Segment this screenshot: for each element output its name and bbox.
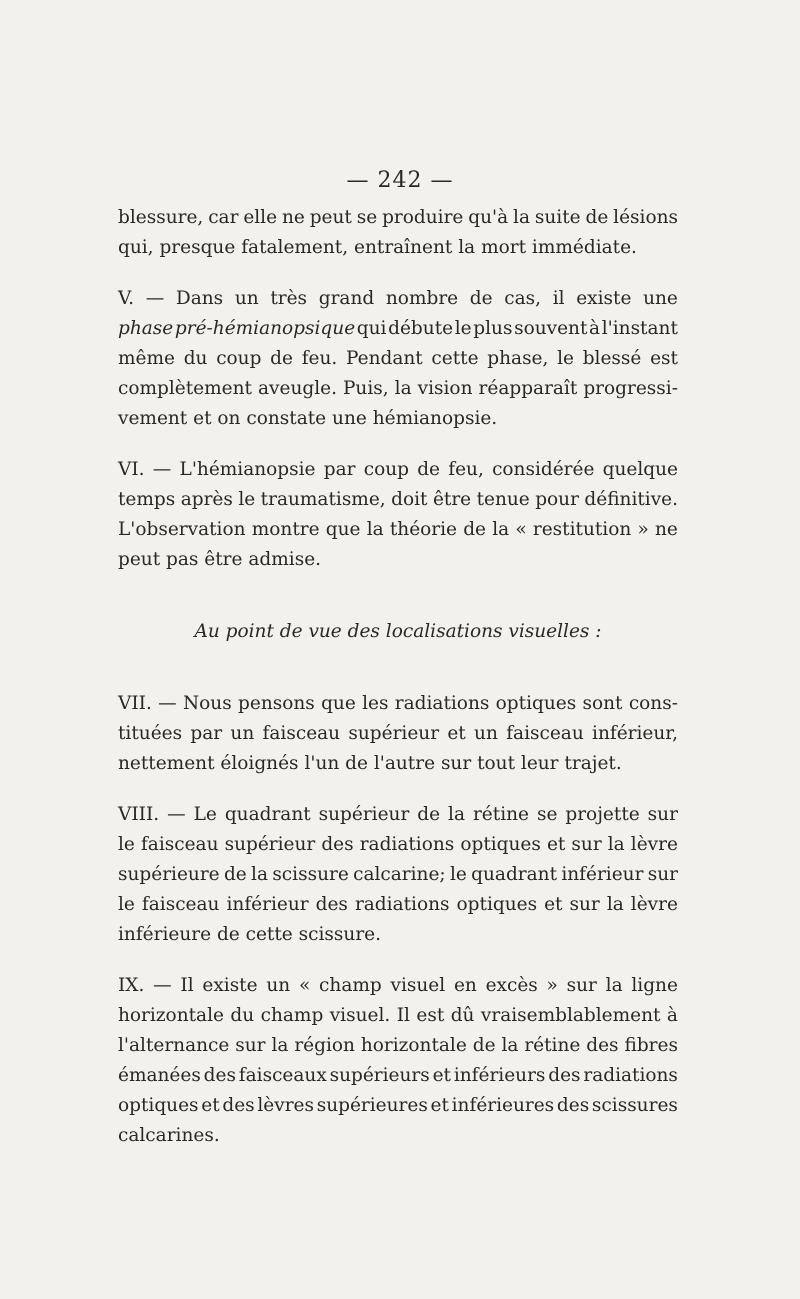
word: quelque xyxy=(602,459,678,480)
word: hémianopsie. xyxy=(372,408,498,429)
word: un xyxy=(234,288,259,309)
text-line xyxy=(118,749,678,779)
word: et xyxy=(544,894,563,915)
word: cas, xyxy=(504,288,542,309)
word: optiques xyxy=(456,894,538,915)
word: dû xyxy=(450,1005,475,1026)
word: sur xyxy=(440,753,472,774)
word: inférieurs xyxy=(453,1065,546,1086)
word: phase, xyxy=(487,348,549,369)
text-line xyxy=(118,545,678,575)
word: des xyxy=(315,894,348,915)
word: la xyxy=(607,834,625,855)
word: la xyxy=(458,237,476,258)
word: souvent xyxy=(514,318,588,339)
word: supérieur xyxy=(318,804,410,825)
word: sur xyxy=(235,1035,266,1056)
word: L'hémianopsie xyxy=(179,459,316,480)
word: la xyxy=(605,975,623,996)
word: l'autre xyxy=(373,753,436,774)
word: « xyxy=(298,975,311,996)
word: le xyxy=(118,894,135,915)
word: horizontale xyxy=(360,1035,467,1056)
word: fibres xyxy=(624,1035,678,1056)
text-line xyxy=(118,719,678,749)
word: pré-hémianopsique xyxy=(174,318,356,339)
word: VII. xyxy=(118,693,152,714)
word: pas xyxy=(166,549,199,570)
text-line xyxy=(118,284,678,314)
text-line xyxy=(118,344,678,374)
word: la xyxy=(501,1035,519,1056)
word: définitive. xyxy=(584,489,678,510)
word: vraisemblablement xyxy=(480,1005,661,1026)
word: cons- xyxy=(628,693,678,714)
word: de xyxy=(463,519,486,540)
word: après xyxy=(180,489,233,510)
word: cette xyxy=(431,348,479,369)
word: nombre xyxy=(385,288,459,309)
text-line xyxy=(118,830,678,860)
word: champ xyxy=(260,1005,324,1026)
text-line xyxy=(118,860,678,890)
word: coup xyxy=(216,348,262,369)
body-text xyxy=(118,203,678,1151)
word: calcarines. xyxy=(118,1125,220,1146)
word: le xyxy=(118,834,135,855)
word: horizontale xyxy=(118,1005,224,1026)
word: pour xyxy=(535,489,579,510)
word: calcarine; xyxy=(353,864,446,885)
word: mort xyxy=(481,237,527,258)
word: rétine xyxy=(524,1035,581,1056)
text-line xyxy=(118,233,678,263)
word: une xyxy=(332,408,367,429)
word: des xyxy=(321,834,354,855)
word: quadrant xyxy=(471,864,558,885)
word: l'instant xyxy=(601,318,678,339)
word: inférieur, xyxy=(592,723,678,744)
word: phase xyxy=(118,318,174,339)
word: le xyxy=(238,489,256,510)
word: l'un xyxy=(304,753,340,774)
word: et xyxy=(432,1065,451,1086)
text-line xyxy=(118,971,678,1001)
word: le xyxy=(449,864,467,885)
word: optiques xyxy=(118,1095,199,1116)
word: à xyxy=(589,318,601,339)
word: de xyxy=(223,864,247,885)
word: optiques xyxy=(495,693,577,714)
word: — xyxy=(145,288,165,309)
word: théorie xyxy=(389,519,457,540)
word: faisceau xyxy=(141,894,220,915)
word: et xyxy=(430,1095,449,1116)
word: la xyxy=(606,894,624,915)
word: de xyxy=(469,288,493,309)
word: quadrant xyxy=(224,804,311,825)
text-line xyxy=(118,920,678,950)
word: inférieure xyxy=(118,924,212,945)
word: complètement xyxy=(118,378,252,399)
text-line xyxy=(118,515,678,545)
text-line xyxy=(118,203,678,233)
word: la xyxy=(492,519,510,540)
word: ne xyxy=(281,207,305,228)
word: qu'à xyxy=(468,207,509,228)
word: la xyxy=(394,378,412,399)
word: sur xyxy=(647,804,678,825)
word: » xyxy=(637,519,649,540)
word: suite xyxy=(534,207,581,228)
word: un xyxy=(230,723,255,744)
text-line xyxy=(118,1121,678,1151)
word: se xyxy=(356,207,378,228)
word: projette xyxy=(565,804,640,825)
word: blessure, xyxy=(118,207,204,228)
word: lèvres xyxy=(257,1095,314,1116)
word: entraînent xyxy=(354,237,453,258)
word: inférieures xyxy=(451,1095,555,1116)
word: temps xyxy=(118,489,176,510)
word: — xyxy=(153,975,172,996)
word: faisceau xyxy=(140,834,219,855)
word: traumatisme, xyxy=(260,489,386,510)
word: plus xyxy=(473,318,513,339)
word: la xyxy=(251,864,268,885)
word: « xyxy=(515,519,527,540)
word: qui, xyxy=(118,237,154,258)
word: des xyxy=(222,1095,255,1116)
word: supérieur xyxy=(348,723,440,744)
word: doit xyxy=(391,489,428,510)
word: la xyxy=(448,804,465,825)
word: région xyxy=(294,1035,355,1056)
word: scissure xyxy=(272,864,349,885)
word: lèvre xyxy=(630,834,678,855)
word: un xyxy=(474,723,498,744)
word: du xyxy=(183,348,208,369)
word: — xyxy=(152,459,172,480)
word: la xyxy=(271,1035,289,1056)
word: des xyxy=(556,1095,590,1116)
text-line xyxy=(118,1001,678,1031)
section-heading: Au point de vue des localisations visuelles : xyxy=(194,621,602,642)
word: que xyxy=(325,519,361,540)
word: constate xyxy=(246,408,327,429)
word: supérieurs xyxy=(329,1065,430,1086)
word: lésions xyxy=(613,207,678,228)
word: pensons xyxy=(238,693,315,714)
word: admise. xyxy=(248,549,322,570)
word: radiations xyxy=(583,1065,678,1086)
word: feu. xyxy=(301,348,338,369)
word: radiations xyxy=(394,693,490,714)
word: leur xyxy=(520,753,559,774)
word: et xyxy=(193,408,212,429)
word: supérieure xyxy=(118,864,220,885)
word: les xyxy=(362,693,389,714)
word: restitution xyxy=(532,519,632,540)
word: même xyxy=(118,348,175,369)
text-line xyxy=(118,314,678,344)
word: lèvre xyxy=(630,894,678,915)
text-line xyxy=(118,1061,678,1091)
word: Pendant xyxy=(346,348,423,369)
word: que xyxy=(321,693,356,714)
text-line xyxy=(118,689,678,719)
word: qui xyxy=(356,318,387,339)
word: et xyxy=(201,1095,220,1116)
word: Dans xyxy=(175,288,224,309)
word: très xyxy=(270,288,308,309)
word: l'alternance xyxy=(118,1035,230,1056)
word: le xyxy=(454,318,472,339)
text-line xyxy=(118,374,678,404)
word: feu, xyxy=(448,459,484,480)
word: car xyxy=(208,207,239,228)
word: trajet. xyxy=(564,753,622,774)
word: peut xyxy=(309,207,352,228)
word: un xyxy=(266,975,291,996)
word: de xyxy=(216,924,240,945)
word: du xyxy=(230,1005,255,1026)
word: ligne xyxy=(631,975,678,996)
word: par xyxy=(190,723,223,744)
word: visuel xyxy=(390,975,446,996)
word: scissure. xyxy=(298,924,382,945)
text-line xyxy=(118,485,678,515)
word: coup xyxy=(363,459,409,480)
word: considérée xyxy=(492,459,595,480)
word: immédiate. xyxy=(531,237,637,258)
word: elle xyxy=(243,207,278,228)
word: être xyxy=(432,489,472,510)
word: L'observation xyxy=(118,519,246,540)
text-line xyxy=(118,1031,678,1061)
word: de xyxy=(585,207,609,228)
word: se xyxy=(536,804,558,825)
word: et xyxy=(546,834,566,855)
word: à xyxy=(666,1005,678,1026)
text-line xyxy=(118,404,678,434)
word: est xyxy=(650,348,678,369)
word: des xyxy=(586,1035,619,1056)
word: débute xyxy=(388,318,454,339)
word: de xyxy=(417,804,441,825)
word: et xyxy=(447,723,466,744)
word: cette xyxy=(245,924,293,945)
word: la xyxy=(513,207,530,228)
word: faisceau xyxy=(506,723,584,744)
word: Nous xyxy=(182,693,232,714)
word: sur xyxy=(566,975,597,996)
word: fatalement, xyxy=(241,237,349,258)
word: est xyxy=(416,1005,445,1026)
word: Puis, xyxy=(342,378,389,399)
word: on xyxy=(217,408,241,429)
word: radiations xyxy=(354,894,450,915)
word: produire xyxy=(382,207,464,228)
word: tout xyxy=(477,753,516,774)
word: aveugle. xyxy=(258,378,337,399)
word: de xyxy=(417,459,440,480)
word: être xyxy=(204,549,243,570)
word: le xyxy=(557,348,574,369)
text-line xyxy=(118,890,678,920)
word: IX. xyxy=(118,975,145,996)
word: la xyxy=(366,519,384,540)
word: progressi- xyxy=(583,378,678,399)
word: ne xyxy=(655,519,678,540)
word: inférieur xyxy=(226,894,309,915)
word: Le xyxy=(193,804,217,825)
word: il xyxy=(552,288,565,309)
word: inférieur xyxy=(561,864,644,885)
word: faisceaux xyxy=(238,1065,327,1086)
word: visuel. xyxy=(329,1005,391,1026)
word: vision xyxy=(417,378,473,399)
word: champ xyxy=(319,975,382,996)
word: réapparaît xyxy=(478,378,578,399)
word: nettement xyxy=(118,753,215,774)
text-line xyxy=(118,1091,678,1121)
word: sur xyxy=(571,834,602,855)
word: vement xyxy=(118,408,188,429)
word: — xyxy=(158,693,177,714)
word: optiques xyxy=(460,834,541,855)
word: de xyxy=(345,753,368,774)
word: par xyxy=(323,459,356,480)
word: Il xyxy=(396,1005,410,1026)
word: radiations xyxy=(359,834,455,855)
word: sur xyxy=(647,864,678,885)
word: presque xyxy=(159,237,236,258)
text-line xyxy=(118,800,678,830)
word: scissures xyxy=(591,1095,678,1116)
word: supérieures xyxy=(316,1095,428,1116)
page-number: — 242 — xyxy=(346,168,454,193)
word: montre xyxy=(251,519,320,540)
word: VIII. xyxy=(118,804,160,825)
word: de xyxy=(270,348,293,369)
text-line xyxy=(118,455,678,485)
word: sur xyxy=(569,894,600,915)
word: excès xyxy=(485,975,538,996)
word: rétine xyxy=(472,804,529,825)
word: de xyxy=(472,1035,496,1056)
word: émanées xyxy=(118,1065,201,1086)
word: éloignés xyxy=(220,753,299,774)
word: tituées xyxy=(118,723,183,744)
word: peut xyxy=(118,549,161,570)
word: blessé xyxy=(582,348,642,369)
word: V. xyxy=(118,288,135,309)
word: faisceau xyxy=(262,723,341,744)
word: tenue xyxy=(476,489,530,510)
word: des xyxy=(548,1065,581,1086)
word: en xyxy=(453,975,477,996)
word: VI. xyxy=(118,459,145,480)
word: existe xyxy=(202,975,258,996)
word: » xyxy=(546,975,558,996)
word: des xyxy=(203,1065,236,1086)
word: grand xyxy=(318,288,375,309)
word: — xyxy=(167,804,186,825)
word: Il xyxy=(180,975,194,996)
word: existe xyxy=(576,288,632,309)
word: sont xyxy=(582,693,623,714)
word: une xyxy=(643,288,678,309)
word: supérieur xyxy=(224,834,316,855)
